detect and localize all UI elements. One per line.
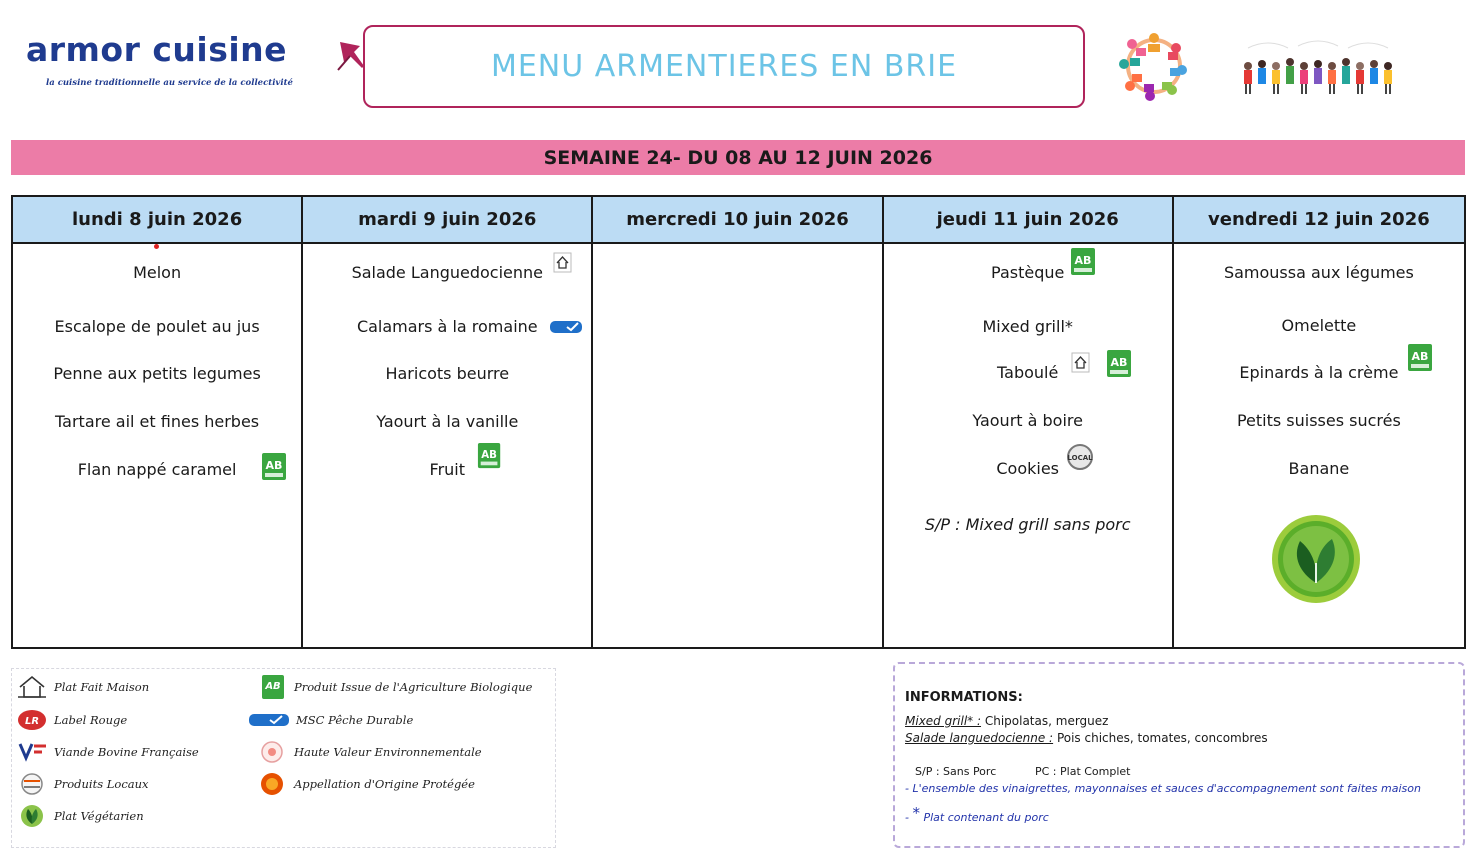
dish: Mixed grill*	[982, 317, 1073, 336]
dish: Escalope de poulet au jus	[54, 317, 260, 336]
dish: Salade Languedocienne	[351, 263, 544, 282]
menu-title-box	[363, 25, 1085, 108]
day-column-tuesday	[303, 197, 593, 647]
legend-label: Plat Fait Maison	[54, 680, 150, 694]
homemade-icon	[553, 252, 573, 274]
dish: Penne aux petits legumes	[53, 364, 261, 383]
legend-label: Appellation d'Origine Protégée	[294, 777, 475, 791]
legend-label: Haute Valeur Environnementale	[294, 745, 482, 759]
day-header: mercredi 10 juin 2026	[593, 197, 881, 244]
legend-label: Label Rouge	[54, 713, 128, 727]
day-column-thursday	[884, 197, 1174, 647]
info-sp: S/P : Sans Porc	[915, 765, 997, 778]
bio-icon	[256, 675, 288, 699]
info-pc: PC : Plat Complet	[1035, 765, 1131, 778]
local-icon	[1066, 443, 1094, 471]
dish: Calamars à la romaine	[356, 317, 538, 336]
day-column-wednesday	[593, 197, 883, 647]
bio-icon	[477, 442, 503, 470]
information-box	[893, 662, 1465, 848]
info-definition	[905, 731, 1268, 745]
svg-text:AB: AB	[265, 681, 281, 692]
day-header: mardi 9 juin 2026	[303, 197, 591, 244]
info-title: INFORMATIONS:	[905, 690, 1023, 705]
legend-item	[256, 772, 475, 796]
info-term: Salade languedocienne :	[905, 731, 1054, 745]
day-header: vendredi 12 juin 2026	[1174, 197, 1464, 244]
label-rouge-icon	[16, 708, 48, 732]
dish: Fruit	[429, 460, 466, 479]
legend-label: Produits Locaux	[54, 777, 149, 791]
svg-text:AB: AB	[1411, 350, 1429, 363]
dish: Omelette	[1281, 316, 1357, 335]
svg-text:AB: AB	[1074, 254, 1092, 267]
bio-icon	[1407, 343, 1435, 373]
dish: Banane	[1288, 459, 1350, 478]
bio-icon	[261, 452, 289, 482]
dish: Yaourt à la vanille	[376, 412, 519, 431]
dish: Samoussa aux légumes	[1223, 263, 1414, 282]
info-definition	[905, 714, 1108, 728]
aop-icon	[256, 772, 288, 796]
bio-icon	[1106, 349, 1134, 379]
legend-item	[16, 675, 149, 699]
svg-text:AB: AB	[481, 449, 498, 461]
hve-icon	[256, 740, 288, 764]
local-icon	[16, 772, 48, 796]
info-term: Mixed grill* :	[905, 714, 982, 728]
legend-item	[16, 740, 199, 764]
asterisk-mark: *	[912, 804, 920, 822]
menu-title: MENU ARMENTIERES EN BRIE	[490, 49, 958, 84]
red-dot-mark	[154, 244, 159, 249]
dish: Petits suisses sucrés	[1236, 411, 1401, 430]
dish: Yaourt à boire	[972, 411, 1083, 430]
week-label: SEMAINE 24- DU 08 AU 12 JUIN 2026	[543, 146, 933, 169]
week-banner	[11, 140, 1465, 175]
svg-text:LR: LR	[24, 716, 40, 727]
brand-tagline: la cuisine traditionnelle au service de la collectivité	[46, 78, 293, 88]
dish: Taboulé	[997, 363, 1059, 382]
vegetarian-badge-icon	[1270, 513, 1362, 605]
legend-item	[248, 708, 413, 732]
svg-text:LOCAL: LOCAL	[1067, 454, 1093, 462]
svg-text:AB: AB	[265, 459, 283, 472]
info-note-sauces: - L'ensemble des vinaigrettes, mayonnaises et sauces d'accompagnement sont faites maison	[905, 782, 1421, 795]
svg-text:AB: AB	[1110, 356, 1128, 369]
legend-label: Produit Issue de l'Agriculture Biologique	[294, 680, 533, 694]
legend-item	[16, 772, 149, 796]
info-def: Pois chiches, tomates, concombres	[1056, 731, 1268, 745]
dish: Haricots beurre	[385, 364, 510, 383]
dish: Pastèque	[991, 263, 1065, 282]
info-note-pork	[905, 804, 1049, 824]
legend-item	[16, 708, 127, 732]
bio-icon	[1070, 247, 1098, 277]
dish: Tartare ail et fines herbes	[55, 412, 260, 431]
dish: Epinards à la crème	[1239, 363, 1399, 382]
day-column-friday	[1174, 197, 1464, 647]
info-def: Chipolatas, merguez	[984, 714, 1109, 728]
brand-logo-text: armor cuisine	[26, 30, 288, 69]
day-header: jeudi 11 juin 2026	[884, 197, 1172, 244]
dish: Cookies	[996, 459, 1060, 478]
day-column-monday	[13, 197, 303, 647]
info-note-pork-text: Plat contenant du porc	[923, 811, 1049, 824]
house-icon	[16, 675, 48, 699]
legend-item	[16, 804, 144, 828]
children-illustration	[1238, 36, 1400, 98]
dish: Flan nappé caramel	[77, 460, 237, 479]
legend-label: Plat Végétarien	[54, 809, 144, 823]
legend-label: MSC Pêche Durable	[296, 713, 414, 727]
dish: Melon	[133, 263, 182, 282]
info-note-dash: -	[905, 811, 913, 824]
homemade-icon	[1071, 352, 1091, 374]
menu-grid	[11, 195, 1466, 649]
kids-circle-illustration	[1114, 30, 1194, 102]
legend-label: Viande Bovine Française	[54, 745, 199, 759]
day-header: lundi 8 juin 2026	[13, 197, 301, 244]
pork-free-note: S/P : Mixed grill sans porc	[924, 515, 1131, 534]
legend-box	[11, 668, 556, 848]
msc-icon	[248, 708, 290, 732]
vegetarian-icon	[16, 804, 48, 828]
legend-item	[256, 675, 532, 699]
legend-item	[256, 740, 482, 764]
vbf-icon	[16, 740, 48, 764]
msc-icon	[549, 319, 583, 335]
